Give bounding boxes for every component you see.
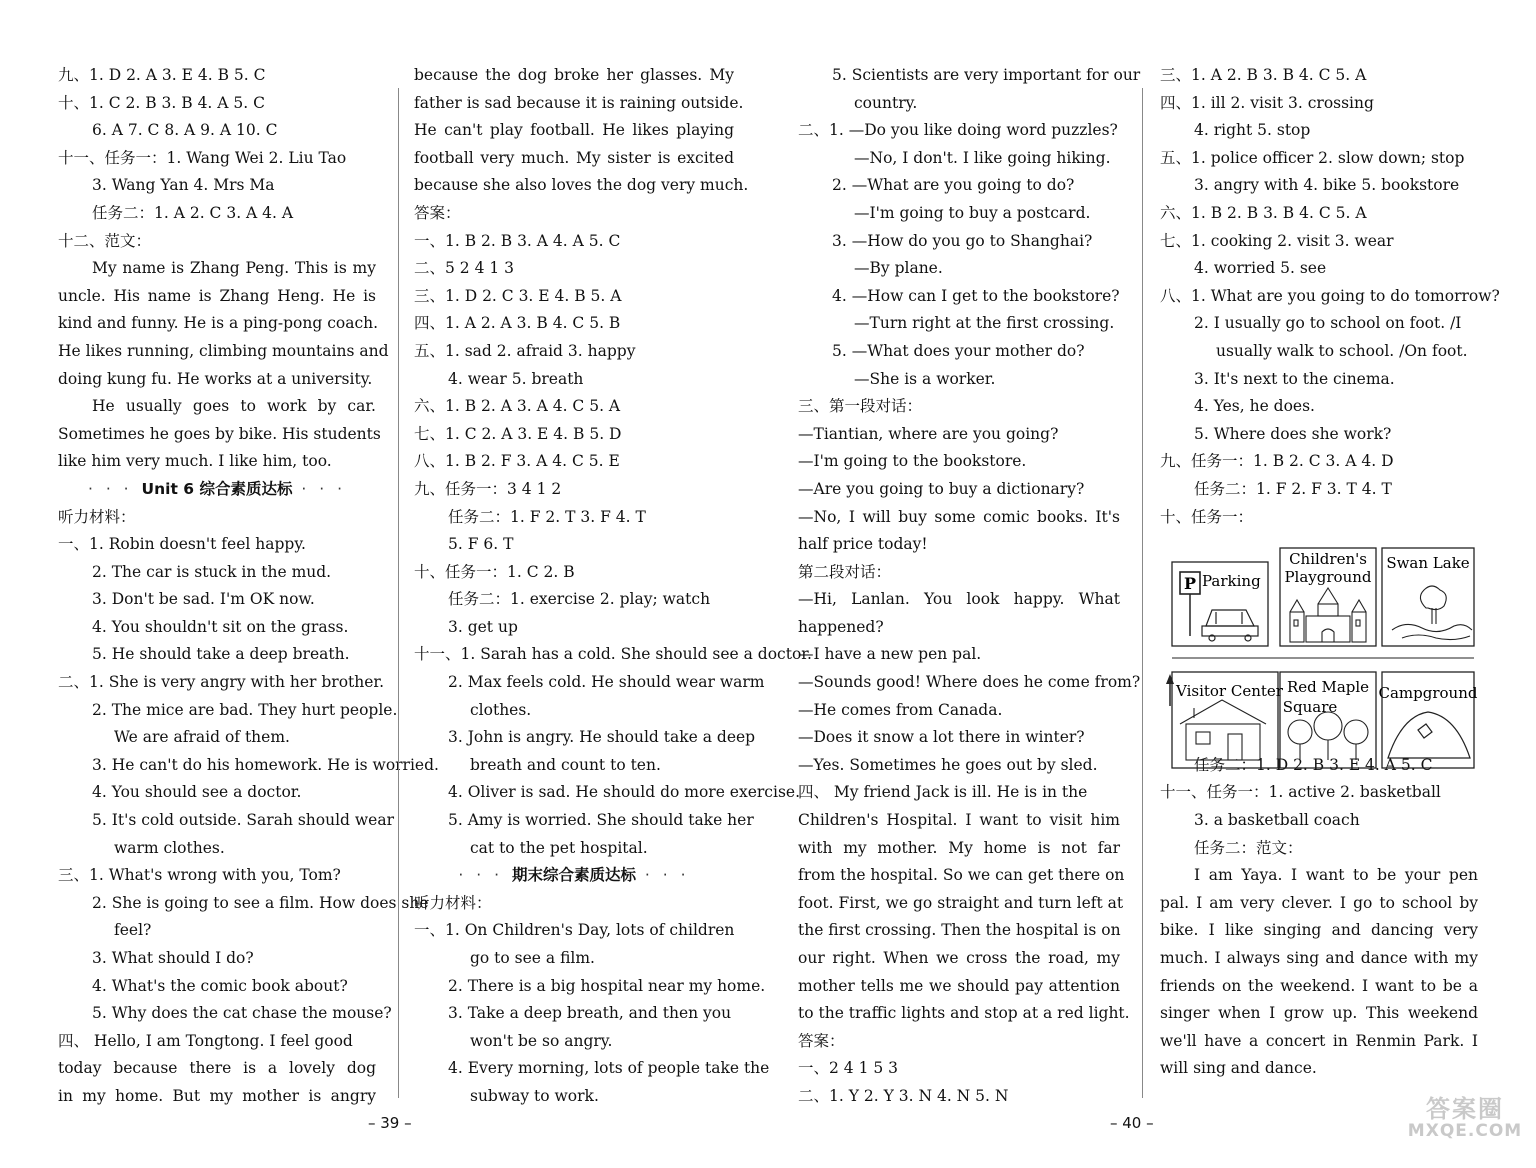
text-line: My name is Zhang Peng. This is my: [92, 259, 376, 278]
text-line: 任务二：1. F 2. F 3. T 4. T: [1194, 479, 1392, 498]
text-line: 3. Take a deep breath, and then you: [448, 1004, 732, 1023]
text-line: 4. What's the comic book about?: [92, 976, 348, 995]
text-line: 五、1. police officer 2. slow down; stop: [1160, 148, 1465, 167]
text-line: 4. Yes, he does.: [1194, 397, 1315, 416]
text-line: —No, I don't. I like going hiking.: [854, 148, 1111, 167]
dots-decoration: · · ·: [636, 866, 690, 885]
section-title: Unit 6 综合素质达标: [141, 479, 293, 498]
text-line: 3. Wang Yan 4. Mrs Ma: [92, 176, 275, 195]
text-line: warm clothes.: [114, 838, 225, 857]
watermark: [1400, 1095, 1530, 1164]
text-line: 4. —How can I get to the bookstore?: [832, 286, 1120, 305]
text-line: we'll have a concert in Renmin Park. I: [1160, 1031, 1478, 1050]
text-line: —Sounds good! Where does he come from?: [798, 673, 1141, 692]
text-line: 3. He can't do his homework. He is worried.: [92, 755, 439, 774]
dots-decoration: · · ·: [87, 479, 142, 498]
text-line: 十、任务一：1. C 2. B: [414, 562, 575, 581]
text-line: 2. She is going to see a film. How does she: [92, 893, 429, 912]
text-line: 十、1. C 2. B 3. B 4. A 5. C: [58, 93, 265, 112]
text-line: pal. I am very clever. I go to school by: [1160, 893, 1478, 912]
text-line: from the hospital. So we can get there on: [798, 866, 1125, 885]
maple-trees-icon: [1288, 712, 1368, 760]
text-line: 十、任务一：: [1160, 507, 1254, 526]
text-line: Sometimes he goes by bike. His students: [58, 424, 381, 443]
text-line: usually walk to school. /On foot.: [1216, 341, 1468, 360]
text-line: 十一、任务一：1. active 2. basketball: [1160, 783, 1441, 802]
text-line: cat to the pet hospital.: [470, 838, 648, 857]
text-line: He can't play football. He likes playing: [414, 121, 734, 140]
text-line: go to see a film.: [470, 949, 595, 967]
text-line: —I'm going to the bookstore.: [798, 452, 1027, 471]
text-line: —Does it snow a lot there in winter?: [798, 728, 1085, 747]
text-line: with my mother. My home is not far: [798, 838, 1120, 857]
section-heading: [414, 862, 734, 890]
column-2: [414, 62, 812, 1111]
text-line: 三、1. A 2. B 3. B 4. C 5. A: [1160, 66, 1367, 84]
text-line: 任务二：1. F 2. T 3. F 4. T: [448, 507, 646, 526]
text-line: 一、1. B 2. B 3. A 4. A 5. C: [414, 231, 621, 250]
page-number-left: – 39 –: [368, 1114, 412, 1132]
text-line: 4. Oliver is sad. He should do more exercise.: [448, 783, 800, 802]
text-line: 3. It's next to the cinema.: [1194, 369, 1395, 388]
text-line: 任务二：范文：: [1194, 838, 1303, 857]
section-title: 期末综合素质达标: [511, 866, 636, 885]
text-line: —Hi, Lanlan. You look happy. What: [798, 590, 1120, 609]
text-line: kind and funny. He is a ping-pong coach.: [58, 314, 379, 333]
text-line: 二、1. —Do you like doing word puzzles?: [798, 121, 1118, 140]
text-line: 5. Amy is worried. She should take her: [448, 811, 754, 830]
text-line: 四、1. ill 2. visit 3. crossing: [1160, 93, 1374, 112]
text-line: I am Yaya. I want to be your pen: [1194, 866, 1478, 885]
text-line: friends on the weekend. I want to be a: [1160, 976, 1478, 995]
text-line: 5. —What does your mother do?: [832, 341, 1085, 360]
section-heading: [58, 476, 376, 504]
text-line: singer when I grow up. This weekend: [1160, 1004, 1478, 1023]
text-line: 三、1. What's wrong with you, Tom?: [58, 866, 341, 885]
text-line: 二、1. She is very angry with her brother.: [58, 673, 385, 692]
text-line: 六、1. B 2. B 3. B 4. C 5. A: [1160, 203, 1367, 222]
castle-icon: [1290, 588, 1366, 642]
text-line: 5. F 6. T: [448, 535, 514, 554]
text-line: 一、1. Robin doesn't feel happy.: [58, 535, 306, 554]
text-line: 五、1. sad 2. afraid 3. happy: [414, 341, 636, 360]
car-icon: [1202, 610, 1258, 641]
map-label-red-maple-1: Red Maple: [1286, 678, 1370, 696]
tree-lake-icon: [1392, 586, 1472, 640]
text-line: 6. A 7. C 8. A 9. A 10. C: [92, 121, 278, 140]
text-line: 四、1. A 2. A 3. B 4. C 5. B: [414, 314, 621, 333]
text-line: 七、1. cooking 2. visit 3. wear: [1160, 231, 1394, 250]
text-line: 3. John is angry. He should take a deep: [448, 728, 756, 747]
map-label-campground: Campground: [1378, 684, 1478, 702]
text-line: —Are you going to buy a dictionary?: [798, 479, 1085, 498]
text-line: 九、1. D 2. A 3. E 4. B 5. C: [58, 66, 266, 84]
text-line: 十二、范文：: [58, 231, 152, 250]
text-line: will sing and dance.: [1160, 1059, 1317, 1078]
text-line: 一、2 4 1 5 3: [798, 1059, 899, 1078]
text-line: —Turn right at the first crossing.: [854, 314, 1115, 333]
map-label-parking: Parking: [1202, 572, 1261, 590]
text-line: happened?: [798, 617, 884, 636]
text-line: 5. Why does the cat chase the mouse?: [92, 1004, 392, 1023]
parking-sign-icon: P: [1183, 574, 1197, 593]
text-line: 4. You shouldn't sit on the grass.: [92, 617, 349, 636]
text-line: 2. The mice are bad. They hurt people.: [92, 700, 398, 719]
watermark-logo: 答案圈: [1426, 1095, 1504, 1123]
text-line: foot. First, we go straight and turn left at: [798, 893, 1124, 912]
text-line: 2. The car is stuck in the mud.: [92, 562, 332, 581]
page-number-right: – 40 –: [1110, 1114, 1154, 1132]
map-label-playground-1: Children's: [1289, 550, 1367, 568]
text-line: 听力材料：: [414, 893, 492, 912]
text-line: the first crossing. Then the hospital is on: [798, 921, 1121, 940]
text-line: 二、1. Y 2. Y 3. N 4. N 5. N: [798, 1086, 1009, 1105]
text-line: 十一、任务一：1. Wang Wei 2. Liu Tao: [58, 148, 347, 167]
watermark-url: MXQE.COM: [1407, 1121, 1523, 1141]
text-line: 第二段对话：: [798, 562, 892, 581]
text-line: 任务二：1. A 2. C 3. A 4. A: [92, 203, 294, 222]
text-line: 任务二：1. D 2. B 3. E 4. A 5. C: [1194, 755, 1433, 774]
text-line: 八、1. What are you going to do tomorrow?: [1160, 286, 1500, 305]
text-line: 4. wear 5. breath: [448, 369, 584, 388]
text-line: 5. Where does she work?: [1194, 424, 1392, 443]
text-line: subway to work.: [470, 1086, 599, 1105]
text-line: We are afraid of them.: [114, 728, 290, 747]
text-line: because she also loves the dog very much.: [414, 176, 749, 195]
text-line: in my home. But my mother is angry: [58, 1086, 376, 1105]
text-line: like him very much. I like him, too.: [58, 452, 332, 471]
text-line: 5. He should take a deep breath.: [92, 645, 350, 664]
text-line: 5. Scientists are very important for our: [832, 66, 1141, 84]
text-line: —Tiantian, where are you going?: [798, 424, 1059, 443]
text-line: country.: [854, 93, 918, 112]
text-line: today because there is a lovely dog: [58, 1059, 376, 1078]
map-label-swan-lake: Swan Lake: [1386, 554, 1470, 572]
text-line: 3. angry with 4. bike 5. bookstore: [1194, 176, 1460, 195]
text-line: 2. —What are you going to do?: [832, 176, 1075, 195]
text-line: 四、 Hello, I am Tongtong. I feel good: [58, 1031, 353, 1050]
text-line: because the dog broke her glasses. My: [414, 66, 734, 84]
text-line: 2. I usually go to school on foot. /I: [1194, 314, 1462, 333]
text-line: to the traffic lights and stop at a red light.: [798, 1004, 1130, 1023]
column-divider: [398, 88, 399, 1098]
text-line: 七、1. C 2. A 3. E 4. B 5. D: [414, 424, 622, 443]
text-line: —I have a new pen pal.: [798, 645, 982, 664]
text-line: breath and count to ten.: [470, 755, 661, 774]
text-line: 三、第一段对话：: [798, 397, 923, 416]
text-line: our right. When we cross the road, my: [798, 949, 1120, 967]
text-line: —By plane.: [854, 259, 943, 278]
map-label-visitor-center: Visitor Center: [1176, 682, 1283, 700]
dots-decoration: · · ·: [292, 479, 347, 498]
column-divider: [1142, 88, 1143, 1098]
text-line: clothes.: [470, 700, 532, 719]
text-line: 一、1. On Children's Day, lots of children: [414, 921, 735, 940]
text-line: 3. Don't be sad. I'm OK now.: [92, 590, 315, 609]
column-3: [798, 62, 1141, 1111]
text-line: uncle. His name is Zhang Heng. He is: [58, 286, 376, 305]
text-line: bike. I like singing and dancing very: [1160, 921, 1478, 940]
text-line: 4. You should see a doctor.: [92, 783, 302, 802]
tent-icon: [1388, 712, 1470, 758]
text-line: 4. right 5. stop: [1194, 121, 1311, 140]
text-line: 二、5 2 4 1 3: [414, 259, 515, 278]
park-map: [1166, 546, 1476, 770]
text-line: 答案：: [414, 203, 461, 222]
house-icon: [1180, 700, 1266, 760]
map-label-red-maple-2: Square: [1282, 698, 1338, 716]
text-line: 3. —How do you go to Shanghai?: [832, 231, 1093, 250]
text-line: doing kung fu. He works at a university.: [58, 369, 373, 388]
text-line: —He comes from Canada.: [798, 700, 1003, 719]
text-line: football very much. My sister is excited: [414, 148, 734, 167]
text-line: 3. get up: [448, 617, 518, 636]
text-line: He usually goes to work by car.: [92, 397, 376, 416]
text-line: 2. Max feels cold. He should wear warm: [448, 673, 765, 692]
dots-decoration: · · ·: [458, 866, 512, 885]
text-line: won't be so angry.: [470, 1031, 613, 1050]
text-line: —I'm going to buy a postcard.: [854, 203, 1091, 222]
text-line: father is sad because it is raining outside.: [414, 93, 744, 112]
text-line: —Yes. Sometimes he goes out by sled.: [798, 755, 1098, 774]
text-line: Children's Hospital. I want to visit him: [798, 811, 1120, 830]
text-line: much. I always sing and dance with my: [1160, 949, 1478, 967]
text-line: 十一、1. Sarah has a cold. She should see a doctor.: [414, 645, 812, 664]
text-line: 3. a basketball coach: [1194, 811, 1360, 830]
text-line: 九、任务一：1. B 2. C 3. A 4. D: [1160, 452, 1394, 471]
text-line: 九、任务一：3 4 1 2: [414, 479, 562, 498]
text-line: 八、1. B 2. F 3. A 4. C 5. E: [414, 452, 620, 471]
text-line: half price today!: [798, 535, 928, 554]
text-line: 2. There is a big hospital near my home.: [448, 976, 766, 995]
text-line: —She is a worker.: [854, 369, 996, 388]
text-line: 5. It's cold outside. Sarah should wear: [92, 811, 395, 830]
map-label-playground-2: Playground: [1284, 568, 1372, 586]
text-line: —No, I will buy some comic books. It's: [798, 507, 1120, 526]
text-line: 三、1. D 2. C 3. E 4. B 5. A: [414, 286, 622, 305]
text-line: 四、 My friend Jack is ill. He is in the: [798, 783, 1088, 802]
text-line: 答案：: [798, 1031, 845, 1050]
text-line: 任务二：1. exercise 2. play; watch: [448, 590, 711, 609]
text-line: feel?: [114, 921, 152, 940]
text-line: 听力材料：: [58, 507, 136, 526]
text-line: 六、1. B 2. A 3. A 4. C 5. A: [414, 397, 621, 416]
text-line: 4. Every morning, lots of people take the: [448, 1059, 770, 1078]
text-line: He likes running, climbing mountains and: [58, 341, 389, 360]
text-line: 4. worried 5. see: [1194, 259, 1327, 278]
text-line: mother tells me we should pay attention: [798, 976, 1120, 995]
text-line: 3. What should I do?: [92, 949, 254, 967]
